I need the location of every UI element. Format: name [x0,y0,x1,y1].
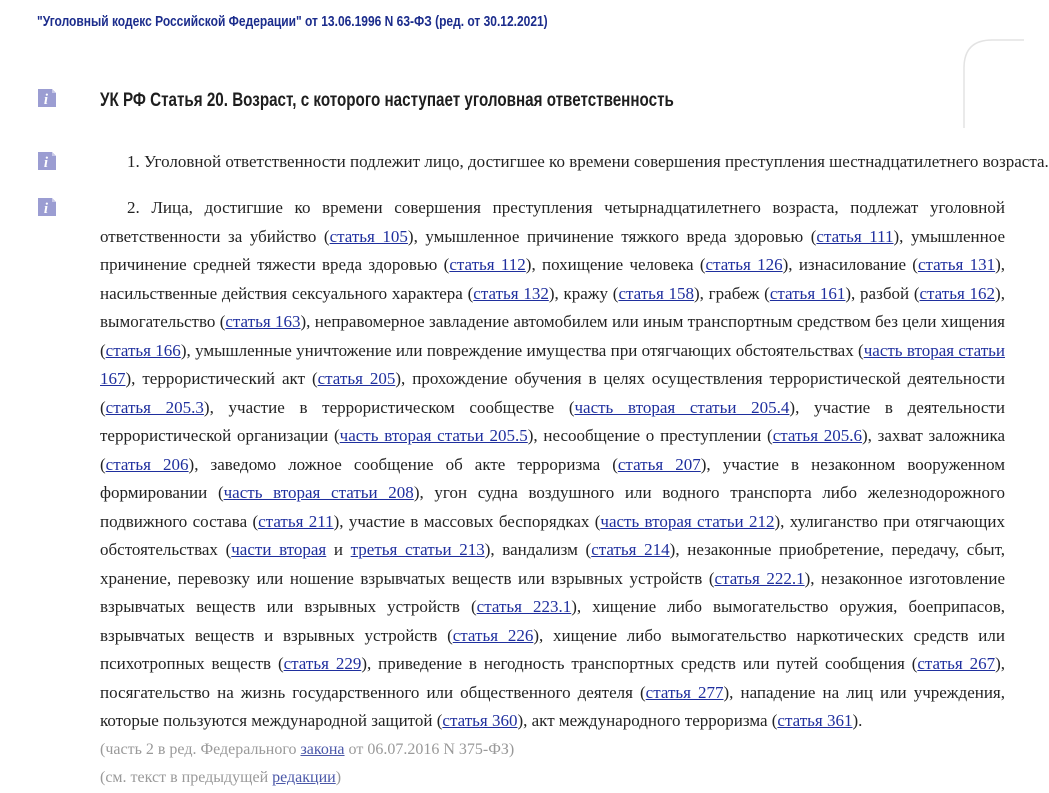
text-segment: ), грабеж ( [694,283,770,303]
text-segment: ), вымогательство ( [100,283,1005,331]
text-segment: ), хищение либо вымогательство наркотических средств или психотропных веществ ( [100,625,1005,673]
article-link[interactable]: статья 111 [816,226,894,246]
text-segment: ), разбой ( [845,283,920,303]
info-icon[interactable] [35,86,59,110]
text-segment: ), участие в массовых беспорядках ( [333,511,601,531]
article-title: УК РФ Статья 20. Возраст, с которого наступает уголовная ответственность [100,90,674,111]
text-segment: ), нападение на лиц или учреждения, которые пользуются международной защитой ( [100,682,1006,730]
text-segment: ), заведомо ложное сообщение об акте терроризма ( [188,454,618,474]
article-link[interactable]: закона [300,740,345,758]
article-link[interactable]: статья 211 [258,511,334,531]
article-link[interactable]: часть вторая статьи 205.4 [574,397,790,417]
text-segment: (см. текст в предыдущей [100,769,273,786]
article-link[interactable]: статья 112 [449,255,526,274]
slide-frame-corner [962,38,1024,128]
article-link[interactable]: третья статьи 213 [350,540,485,559]
text-segment: ), участие в террористическом сообществе ( [203,397,575,417]
article-link[interactable]: статья 205.3 [105,397,204,417]
text-segment: ), похищение человека ( [525,255,706,274]
document-header: "Уголовный кодекс Российской Федерации" от 13.06.1996 N 63-ФЗ (ред. от 30.12.2021) [37,13,548,30]
svg-text:i: i [43,92,49,108]
text-segment: ). [852,711,863,730]
previous-edition-note [100,764,1005,793]
article-link[interactable]: статья 161 [769,283,846,303]
article-link[interactable]: часть вторая статьи 208 [223,483,414,502]
text-segment: ), умышленное причинение тяжкого вреда здоровью ( [407,226,817,246]
paragraph-1: 1. Уголовной ответственности подлежит лицо, достигшее ко времени совершения преступления шестнадцатилетнего возраста. [127,152,1049,171]
article-link[interactable]: статья 267 [917,654,996,673]
article-link[interactable]: статья 214 [591,540,670,559]
text-segment: ), участие в деятельности террористической организации ( [100,397,1005,445]
text-segment: 2. Лица, достигшие ко времени совершения преступления четырнадцатилетнего возраста, подлежат уголовной ответственности за убийство ( [100,198,1005,246]
text-segment: ), умышленное причинение средней тяжести вреда здоровью ( [100,226,1005,274]
text-segment: и [326,540,351,559]
article-link[interactable]: часть вторая статьи 212 [600,511,775,531]
text-segment: ), неправомерное завладение автомобилем или иным транспортным средством без цели хищения ( [100,312,1006,360]
text-segment: ), хищение либо вымогательство оружия, боеприпасов, взрывчатых веществ и взрывных устройств ( [100,597,1006,645]
text-segment: ), прохождение обучения в целях осуществления террористической деятельности ( [100,369,1005,417]
article-link[interactable]: статья 132 [473,283,549,303]
text-segment: (часть 2 в ред. Федерального [100,740,301,758]
text-segment: ), вандализм ( [484,540,592,559]
article-link[interactable]: статья 229 [283,654,362,673]
text-segment: ), акт международного терроризма ( [517,711,778,730]
article-link[interactable]: статья 205.6 [772,426,863,445]
article-link[interactable]: статья 277 [645,682,724,702]
text-segment: ), кражу ( [548,283,619,303]
article-link[interactable]: статья 205 [317,369,396,388]
text-segment: ), захват заложника ( [100,426,1005,474]
article-link[interactable]: статья 207 [617,454,701,474]
text-segment: ) [335,769,342,786]
text-segment: ), несообщение о преступлении ( [527,426,773,445]
text-segment: ), посягательство на жизнь государственного или общественного деятеля ( [100,654,1005,702]
article-link[interactable]: статья 105 [329,226,408,246]
article-link[interactable]: статья 131 [917,255,996,274]
article-link[interactable]: части вторая [231,540,327,559]
text-segment: от 06.07.2016 N 375-ФЗ) [344,740,515,758]
info-icon[interactable] [35,149,59,173]
article-link[interactable]: статья 163 [225,312,301,331]
text-segment: ), угон судна воздушного или водного транспорта либо железнодорожного подвижного состава ( [100,483,1005,531]
article-link[interactable]: статья 126 [705,255,783,274]
svg-text:i: i [43,155,49,171]
article-link[interactable]: статья 158 [618,283,695,303]
info-icon[interactable] [35,195,59,219]
text-segment: ), приведение в негодность транспортных средств или путей сообщения ( [361,654,918,673]
text-segment: ), участие в незаконном вооруженном формировании ( [100,454,1006,502]
text-segment: ), незаконные приобретение, передачу, сбыт, хранение, перевозку или ношение взрывчатых веществ или взрывных устройств ( [100,540,1005,588]
text-segment: ), террористический акт ( [125,369,318,388]
article-link[interactable]: редакции [272,769,336,786]
text-segment: ), насильственные действия сексуального характера ( [100,255,1005,303]
text-segment: ), незаконное изготовление взрывчатых веществ или взрывных устройств ( [100,568,1005,616]
article-link[interactable]: статья 226 [452,625,534,645]
article-link[interactable]: часть вторая статьи 205.5 [339,426,528,445]
svg-text:i: i [43,201,49,217]
article-link[interactable]: статья 206 [105,454,189,474]
article-link[interactable]: статья 223.1 [476,597,572,616]
article-link[interactable]: статья 162 [919,283,996,303]
article-link[interactable]: статья 361 [777,711,853,730]
article-link[interactable]: статья 222.1 [714,568,805,588]
article-link[interactable]: часть вторая статьи 167 [100,340,1005,388]
article-link[interactable]: статья 166 [105,340,181,360]
text-segment: ), хулиганство при отягчающих обстоятельствах ( [100,511,1005,559]
text-segment: ), умышленные уничтожение или повреждение имущества при отягчающих обстоятельствах ( [180,340,864,360]
paragraph-2 [100,194,1005,736]
paragraph-2-block [100,194,1006,786]
text-segment: ), изнасилование ( [782,255,918,274]
article-link[interactable]: статья 360 [442,711,518,730]
edit-note [100,736,1005,765]
